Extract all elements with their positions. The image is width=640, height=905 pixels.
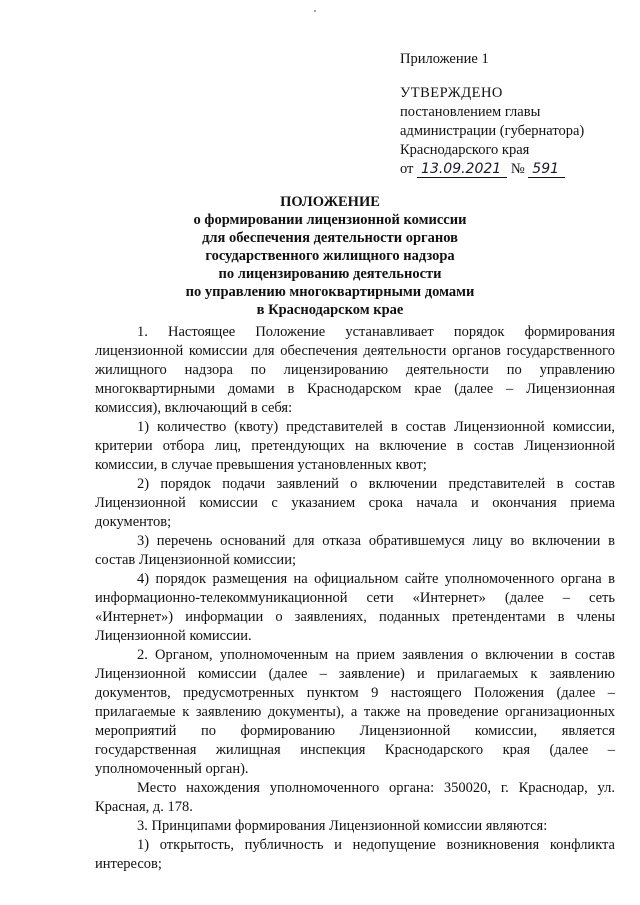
- scan-dot: [314, 10, 316, 12]
- title-line: по управлению многоквартирными домами: [185, 284, 475, 300]
- title-line: для обеспечения деятельности органов: [202, 230, 458, 246]
- document-title: [150, 193, 510, 319]
- paragraph: Место нахождения уполномоченного органа: 350020, г. Краснодар, ул. Красная, д. 178.: [95, 780, 615, 815]
- approval-line-1: постановлением главы: [400, 104, 541, 120]
- date-number-line: [400, 160, 620, 179]
- paragraph: 1) открытость, публичность и недопущение возникновения конфликта интересов;: [95, 837, 615, 872]
- title-line: в Краснодарском крае: [256, 302, 404, 318]
- paragraph: 2. Органом, уполномоченным на прием заявления о включении в состав Лицензионной комиссии (далее – заявление) и прилагаемых к заявлению документов, предусмотренных пунктом 9 настоящего Положения (далее – прилагаемые к заявлению документы), а также на проведение организационных мероприятий по формированию Лицензионной комиссии, является государственная жилищная инспекция Краснодарского края (далее – уполномоченный орган).: [95, 647, 615, 777]
- paragraph: 4) порядок размещения на официальном сайте уполномоченного органа в информационно-телекоммуникационной сети «Интернет» (далее – сеть «Интернет») информации о заявлениях, поданных претендентами в члены Лицензионной комиссии.: [95, 571, 615, 644]
- paragraph: 1. Настоящее Положение устанавливает порядок формирования лицензионной комиссии для обеспечения деятельности органов государственного жилищного надзора по лицензированию деятельности по управлению многоквартирными домами в Краснодарском крае (далее – Лицензионная комиссия), включающий в себя:: [95, 324, 615, 416]
- appendix-label: Приложение 1: [400, 51, 489, 67]
- title-line: о формировании лицензионной комиссии: [193, 212, 467, 228]
- paragraph: 3) перечень оснований для отказа обратившемуся лицу во включении в состав Лицензионной комиссии;: [95, 533, 615, 568]
- document-body: [95, 323, 615, 874]
- paragraph: 3. Принципами формирования Лицензионной комиссии являются:: [137, 818, 548, 834]
- approval-block: [400, 50, 620, 179]
- approval-line-2: администрации (губернатора): [400, 123, 585, 139]
- title-heading: ПОЛОЖЕНИЕ: [280, 194, 380, 210]
- paragraph: 2) порядок подачи заявлений о включении представителей в состав Лицензионной комиссии с указанием срока начала и окончания приема документов;: [95, 476, 615, 530]
- title-line: по лицензированию деятельности: [218, 266, 442, 282]
- paragraph: 1) количество (квоту) представителей в состав Лицензионной комиссии, критерии отбора лиц, претендующих на включение в состав Лицензионной комиссии, в случае превышения установленных квот;: [95, 419, 615, 473]
- date-prefix: от: [400, 161, 414, 177]
- title-line: государственного жилищного надзора: [205, 248, 455, 264]
- approval-line-3: Краснодарского края: [400, 142, 530, 158]
- handwritten-date: 13.09.2021: [417, 161, 507, 178]
- number-prefix: №: [510, 161, 525, 177]
- approved-label: УТВЕРЖДЕНО: [400, 85, 503, 101]
- handwritten-number: 591: [528, 161, 565, 178]
